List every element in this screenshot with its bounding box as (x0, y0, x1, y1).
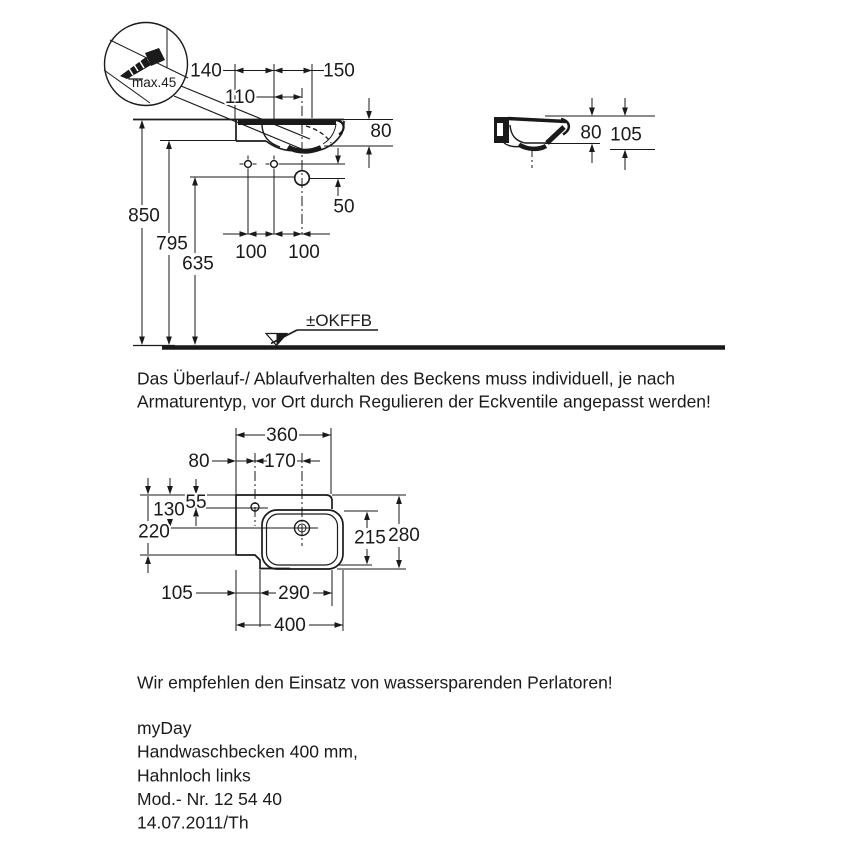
product-date: 14.07.2011/Th (137, 812, 249, 833)
product-description: Handwaschbecken 400 mm, (137, 741, 358, 762)
product-tap-hole: Hahnloch links (137, 765, 251, 786)
dim-215-280 (332, 495, 420, 569)
overflow-note-line2: Armaturentyp, vor Ort durch Regulieren der Eckventile angepasst werden! (137, 391, 711, 412)
aerator-note: Wir empfehlen den Einsatz von wassersparenden Perlatoren! (137, 672, 613, 693)
dim-100-right-label: 100 (288, 242, 320, 263)
dim-80-front-label: 80 (370, 121, 392, 142)
dim-55-130-220 (138, 478, 236, 573)
okffb-label: ±OKFFB (306, 311, 372, 330)
sink-side-outline (494, 117, 569, 168)
dim-105-top-label: 105 (161, 583, 193, 604)
dim-140-150 (190, 61, 355, 120)
fixing-hole-left (245, 161, 252, 168)
dim-170-label: 170 (264, 451, 296, 472)
dim-795-label: 795 (156, 233, 188, 255)
ground-level (133, 311, 725, 348)
dim-80-170-top (188, 451, 320, 472)
dim-130-label: 130 (153, 499, 185, 521)
side-view (494, 98, 655, 170)
dim-50-label: 50 (333, 196, 355, 218)
dim-290-label: 290 (278, 583, 310, 604)
dim-100-left-label: 100 (235, 242, 267, 263)
dim-110-label: 110 (224, 87, 256, 108)
dim-635-label: 635 (182, 253, 214, 275)
dim-280-label: 280 (388, 525, 420, 546)
dim-50 (282, 148, 355, 218)
dim-150-label: 150 (323, 60, 355, 82)
product-series: myDay (137, 718, 192, 738)
dim-105-290-400 (161, 570, 343, 636)
dim-80-105-side (545, 98, 655, 170)
dim-100-100 (223, 173, 330, 264)
dim-140-label: 140 (190, 60, 222, 82)
fixing-hole-right (271, 161, 278, 168)
front-view (104, 23, 393, 346)
top-view (138, 425, 420, 636)
dim-400-label: 400 (274, 615, 306, 636)
drain-boss-front (288, 147, 321, 151)
max-angle-label: max.45 (132, 75, 177, 90)
dim-110 (225, 87, 302, 108)
dim-360-label: 360 (266, 425, 298, 446)
dim-850-label: 850 (128, 205, 160, 227)
screw-detail-callout (104, 23, 310, 151)
dim-80-front (324, 98, 393, 168)
overflow-note-line1: Das Überlauf-/ Ablaufverhalten des Beckens muss individuell, je nach (137, 368, 675, 389)
product-model-number: Mod.- Nr. 12 54 40 (137, 789, 282, 809)
dim-105-side-label: 105 (610, 124, 642, 146)
dim-220-label: 220 (138, 521, 170, 543)
dim-55-label: 55 (185, 492, 207, 513)
dim-80-top-label: 80 (188, 451, 210, 472)
dim-80-side-label: 80 (580, 122, 602, 144)
product-info (137, 718, 358, 833)
dim-215-label: 215 (354, 527, 386, 549)
